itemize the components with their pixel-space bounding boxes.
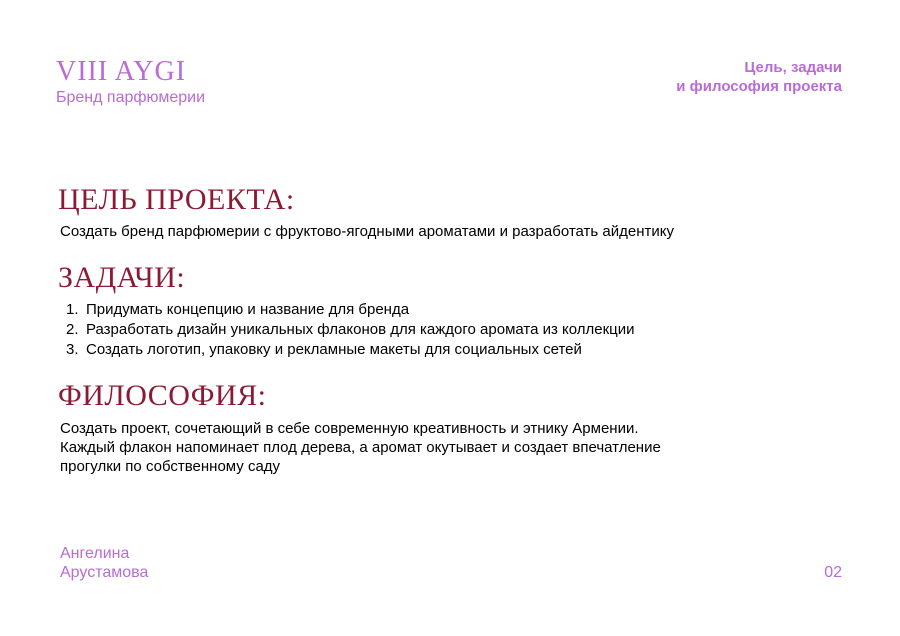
tasks-heading: ЗАДАЧИ: xyxy=(58,261,186,294)
goal-text: Создать бренд парфюмерии с фруктово-ягодными ароматами и разработать айдентику xyxy=(60,223,674,240)
goal-heading: ЦЕЛЬ ПРОЕКТА: xyxy=(58,183,295,216)
list-item-text: Придумать концепцию и название для бренда xyxy=(86,301,410,318)
philosophy-text xyxy=(60,419,661,476)
philosophy-line: Каждый флакон напоминает плод дерева, а аромат окутывает и создает впечатление xyxy=(60,439,661,456)
list-item xyxy=(66,300,635,320)
tasks-list xyxy=(66,300,635,360)
list-item-number: 2. xyxy=(66,321,79,338)
list-item xyxy=(66,340,635,360)
list-item-text: Создать логотип, упаковку и рекламные макеты для социальных сетей xyxy=(86,341,582,358)
page-number: 02 xyxy=(824,564,842,581)
section-label xyxy=(676,58,842,96)
philosophy-heading: ФИЛОСОФИЯ: xyxy=(58,379,267,412)
brand-subtitle: Бренд парфюмерии xyxy=(56,89,206,106)
list-item-number: 1. xyxy=(66,301,79,318)
brand-name: VIII AYGI xyxy=(56,56,187,87)
author-last-name: Арустамова xyxy=(60,564,149,581)
philosophy-line: прогулки по собственному саду xyxy=(60,458,281,475)
list-item-text: Разработать дизайн уникальных флаконов для каждого аромата из коллекции xyxy=(86,321,635,338)
section-label-line1: Цель, задачи xyxy=(744,59,842,76)
brand-block xyxy=(56,58,205,108)
list-item xyxy=(66,320,635,340)
philosophy-line: Создать проект, сочетающий в себе современную креативность и этнику Армении. xyxy=(60,420,639,437)
author-name xyxy=(60,544,148,582)
section-label-line2: и философия проекта xyxy=(676,78,842,95)
author-first-name: Ангелина xyxy=(60,545,130,562)
list-item-number: 3. xyxy=(66,341,79,358)
